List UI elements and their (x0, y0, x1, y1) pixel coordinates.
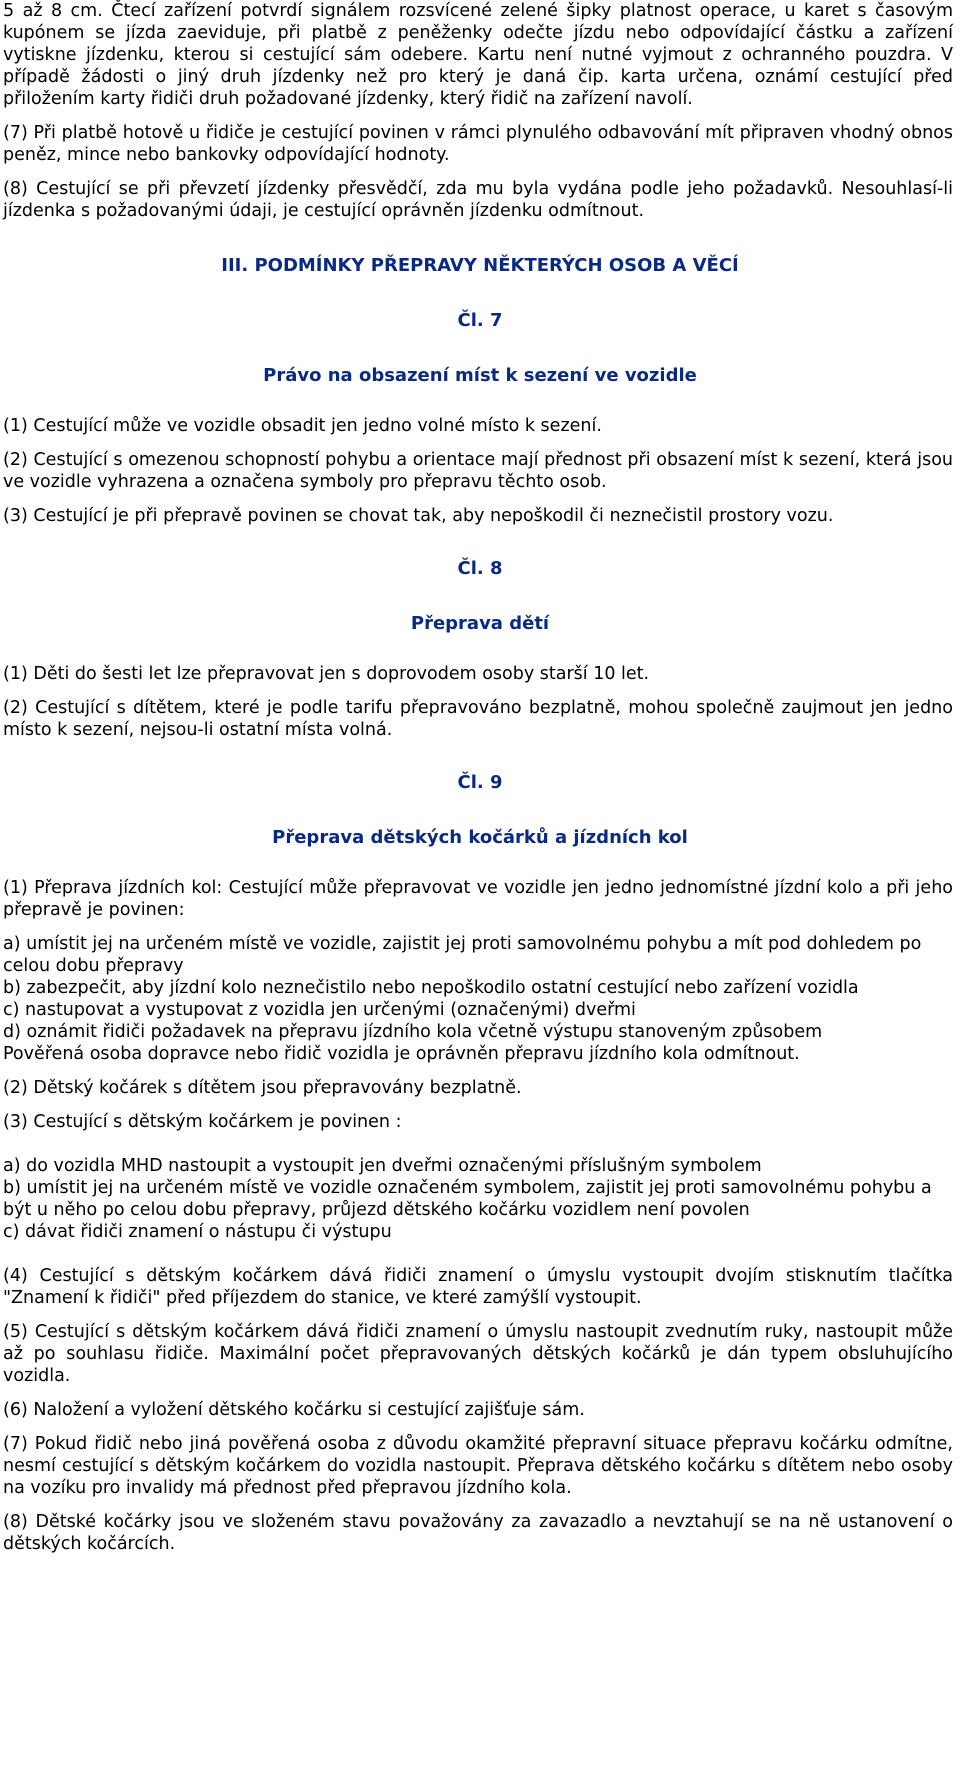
article-9-paragraph-8: (8) Dětské kočárky jsou ve složeném stavu považovány za zavazadlo a nevztahují se na ně ustanovení o dětských kočárcích. (3, 1512, 953, 1554)
article-9-number: Čl. 9 (457, 772, 503, 793)
article-9-paragraph-3: (3) Cestující s dětským kočárkem je povinen : (3, 1112, 402, 1132)
article-8-title: Přeprava dětí (410, 613, 550, 634)
list-item: d) oznámit řidiči požadavek na přepravu jízdního kola včetně výstupu stanoveným způsobem (3, 1022, 823, 1042)
list-item: a) do vozidla MHD nastoupit a vystoupit jen dveřmi označenými příslušným symbolem (3, 1156, 762, 1176)
list-item: b) umístit jej na určeném místě ve vozidle označeném symbolem, zajistit jej proti samovolnému pohybu a být u něho po celou dobu přepravy, průjezd dětského kočárku vozidlem není povolen (3, 1178, 932, 1220)
article-9-paragraph-6: (6) Naložení a vyložení dětského kočárku si cestující zajišťuje sám. (3, 1400, 585, 1420)
list-item: b) zabezpečit, aby jízdní kolo neznečistilo nebo nepoškodilo ostatní cestující nebo zařízení vozidla (3, 978, 859, 998)
article-8-paragraph-1: (1) Děti do šesti let lze přepravovat jen s doprovodem osoby starší 10 let. (3, 664, 650, 684)
list-item: c) dávat řidiči znamení o nástupu či výstupu (3, 1222, 392, 1242)
list-item: a) umístit jej na určeném místě ve vozidle, zajistit jej proti samovolnému pohybu a mít pod dohledem po celou dobu přepravy (3, 934, 922, 976)
article-7-title: Právo na obsazení míst k sezení ve vozidle (263, 365, 697, 386)
article-7-paragraph-3: (3) Cestující je při přepravě povinen se chovat tak, aby nepoškodil či neznečistil prostory vozu. (3, 506, 834, 526)
intro-paragraph: 5 až 8 cm. Čtecí zařízení potvrdí signálem rozsvícené zelené šipky platnost operace, u karet s časovým kupónem se jízda zaeviduje, při platbě z peněženky odečte jízdu nebo odpovídající částku a zařízení vytiskne jízdenku, kterou si cestující sám odebere. Kartu není nutné vyjmout z ochranného pouzdra. V případě žádosti o jiný druh jízdenky než pro který je daná čip. karta určena, oznámí cestující před přiložením karty řidiči druh požadované jízdenky, který řidič na zařízení navolí. (3, 1, 953, 109)
list-item: Pověřená osoba dopravce nebo řidič vozidla je oprávněn přepravu jízdního kola odmítnout. (3, 1044, 800, 1064)
article-9-paragraph-1: (1) Přeprava jízdních kol: Cestující může přepravovat ve vozidle jen jedno jednomístné jízdní kolo a při jeho přepravě je povinen: (3, 878, 953, 920)
article-8-paragraph-2: (2) Cestující s dítětem, které je podle tarifu přepravováno bezplatně, mohou společně zaujmout jen jedno místo k sezení, nejsou-li ostatní místa volná. (3, 698, 953, 740)
article-9-paragraph-2: (2) Dětský kočárek s dítětem jsou přepravovány bezplatně. (3, 1078, 522, 1098)
paragraph-8: (8) Cestující se při převzetí jízdenky přesvědčí, zda mu byla vydána podle jeho požadavků. Nesouhlasí-li jízdenka s požadovanými údaji, je cestující oprávněn jízdenku odmítnout. (3, 179, 953, 221)
article-9-paragraph-5: (5) Cestující s dětským kočárkem dává řidiči znamení o úmyslu nastoupit zvednutím ruky, nastoupit může až po souhlasu řidiče. Maximální počet přepravovaných dětských kočárků je dán typem obsluhujícího vozidla. (3, 1322, 953, 1386)
article-9-paragraph-7: (7) Pokud řidič nebo jiná pověřená osoba z důvodu okamžité přepravní situace přepravu kočárku odmítne, nesmí cestující s dětským kočárkem do vozidla nastoupit. Přeprava dětského kočárku s dítětem nebo osoby na vozíku pro invalidy má přednost před přepravou jízdního kola. (3, 1434, 953, 1498)
article-7-paragraph-2: (2) Cestující s omezenou schopností pohybu a orientace mají přednost při obsazení míst k sezení, která jsou ve vozidle vyhrazena a označena symboly pro přepravu těchto osob. (3, 450, 953, 492)
article-7-number: Čl. 7 (457, 310, 503, 331)
section-title: III. PODMÍNKY PŘEPRAVY NĚKTERÝCH OSOB A VĚCÍ (221, 255, 739, 276)
paragraph-7: (7) Při platbě hotově u řidiče je cestující povinen v rámci plynulého odbavování mít připraven vhodný obnos peněz, mince nebo bankovky odpovídající hodnoty. (3, 123, 953, 165)
article-8-number: Čl. 8 (457, 558, 503, 579)
article-9-paragraph-4: (4) Cestující s dětským kočárkem dává řidiči znamení o úmyslu vystoupit dvojím stisknutím tlačítka "Znamení k řidiči" před příjezdem do stanice, ve které zamýšlí vystoupit. (3, 1266, 953, 1308)
article-9-title: Přeprava dětských kočárků a jízdních kol (272, 827, 688, 848)
list-item: c) nastupovat a vystupovat z vozidla jen určenými (označenými) dveřmi (3, 1000, 636, 1020)
article-7-paragraph-1: (1) Cestující může ve vozidle obsadit jen jedno volné místo k sezení. (3, 416, 602, 436)
stroller-rules-list (0, 1155, 960, 1243)
bicycle-rules-list (0, 933, 960, 1065)
